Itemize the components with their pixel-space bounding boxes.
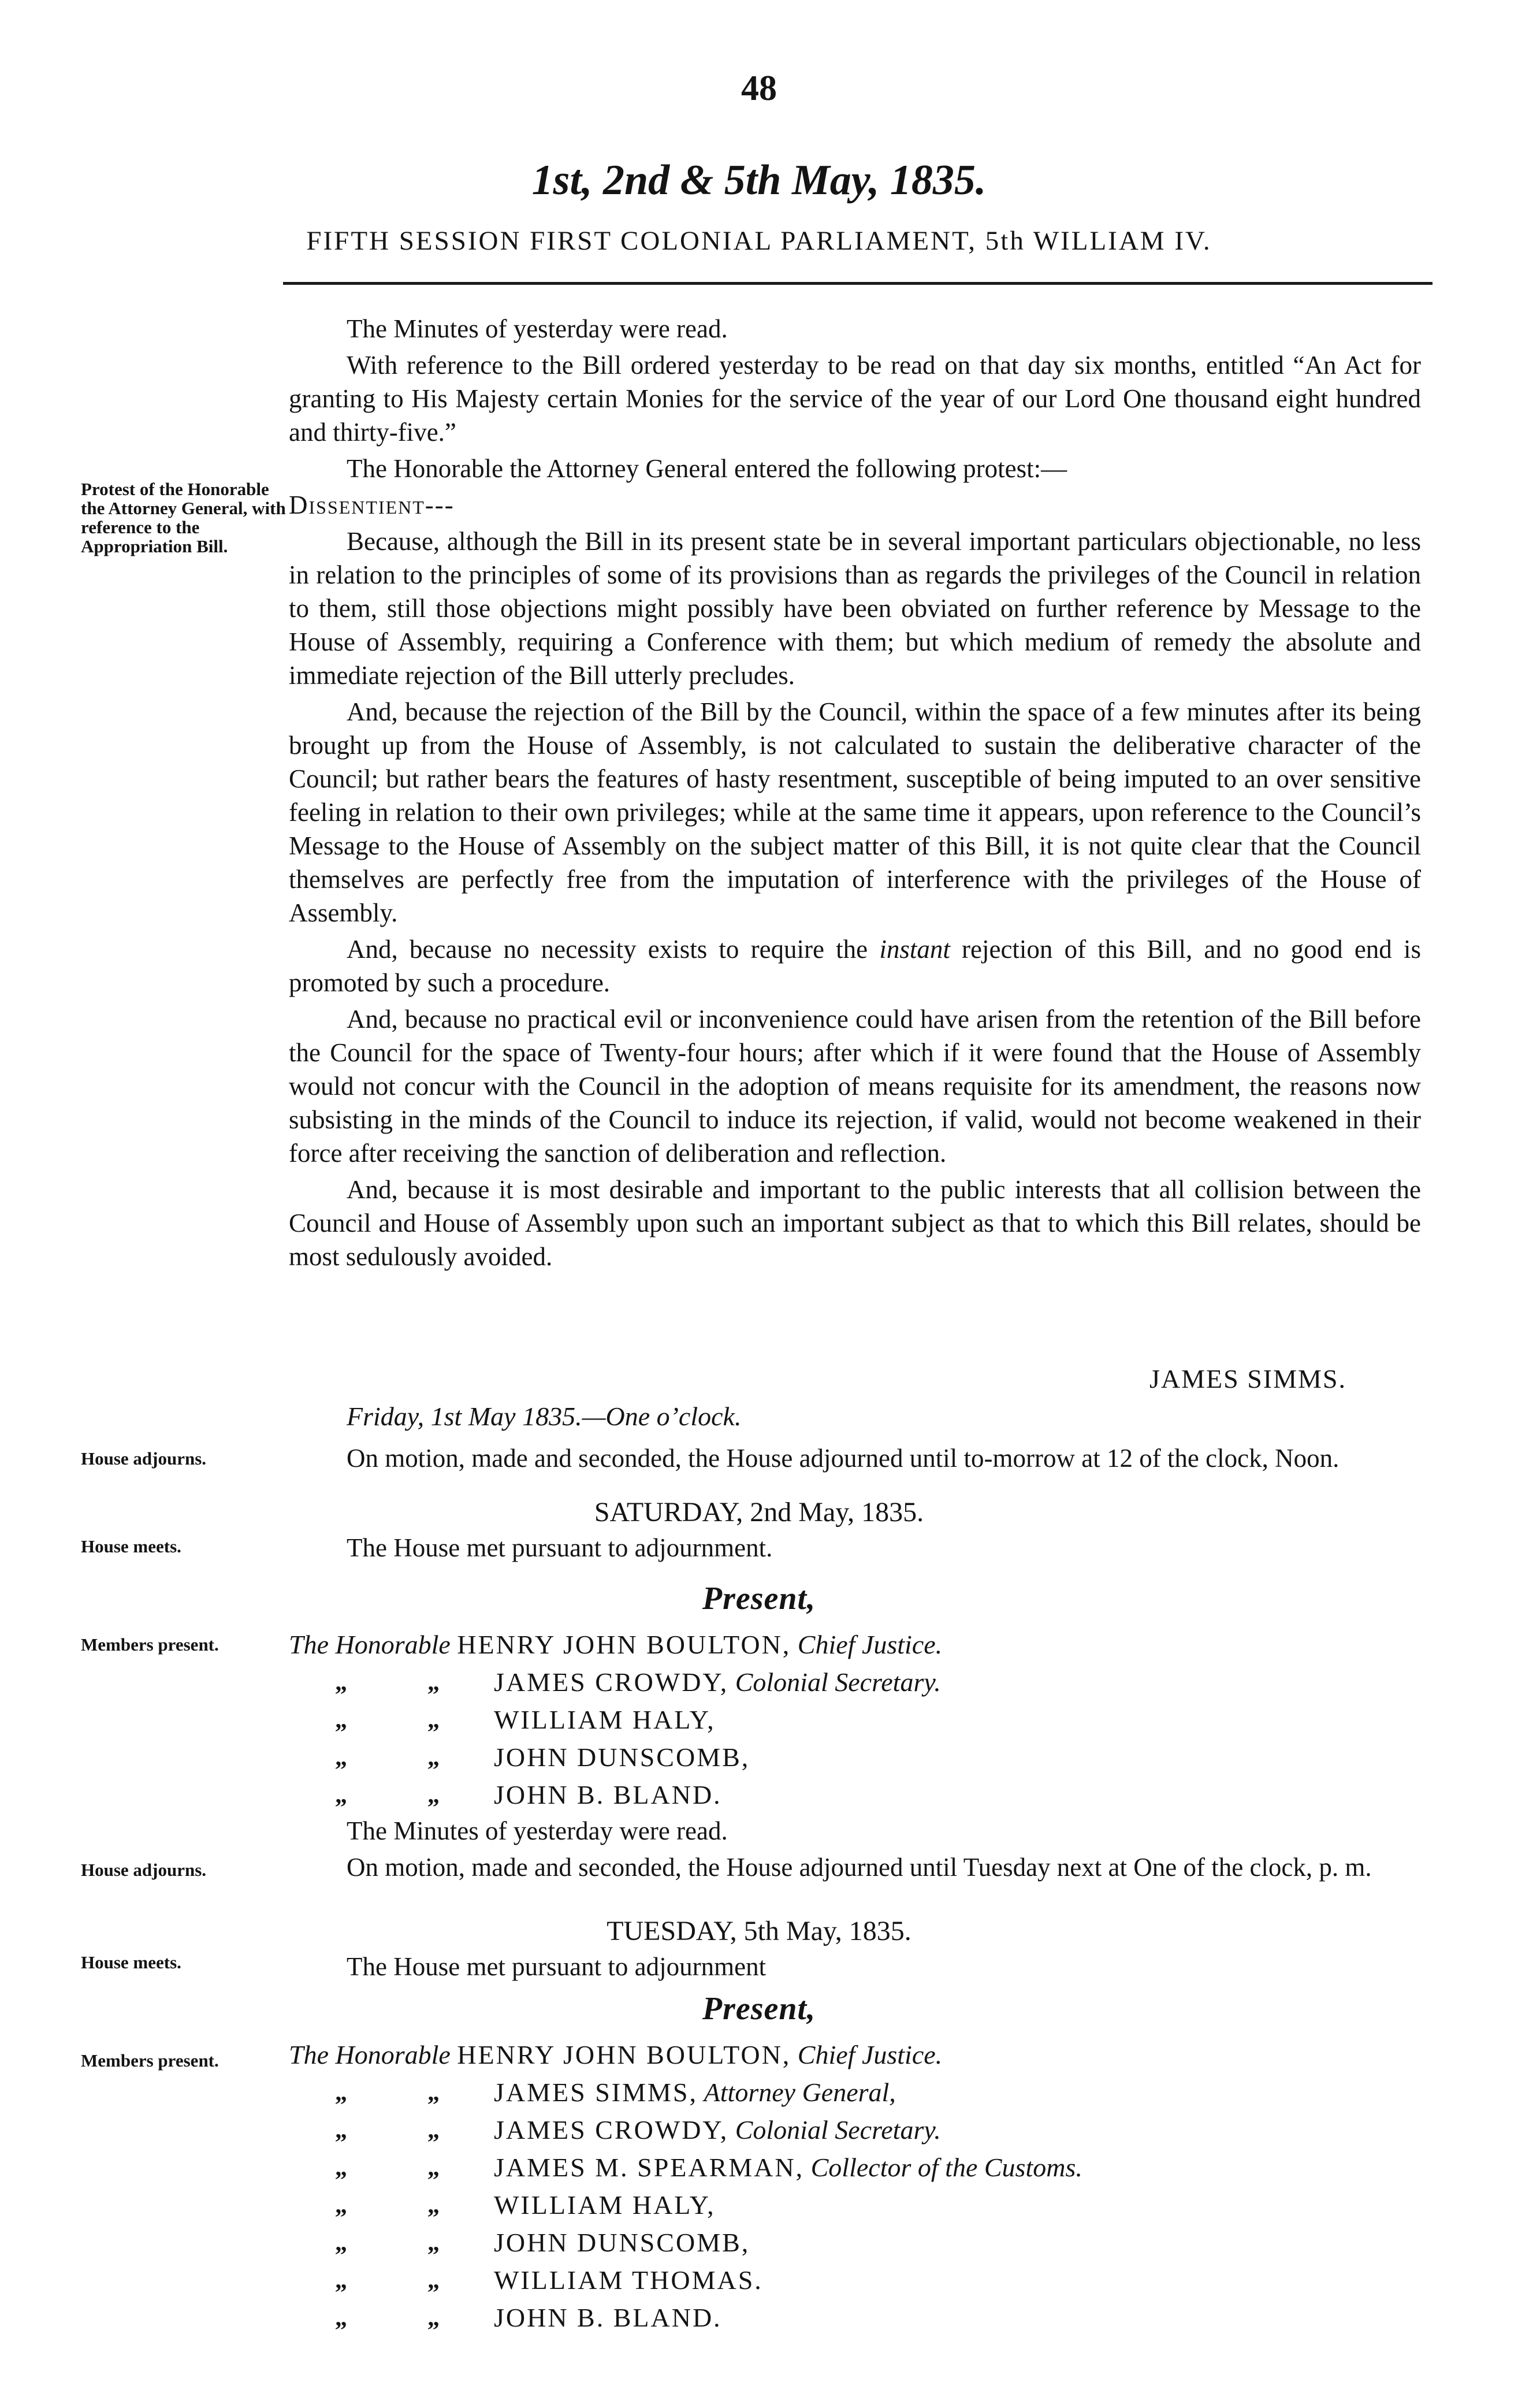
member-line: WILLIAM THOMAS. [494, 2265, 763, 2295]
member-line: JAMES M. SPEARMAN, Collector of the Customs. [494, 2153, 1082, 2182]
ditto-marks: „ „ [335, 2117, 440, 2143]
ditto-marks: „ „ [335, 1707, 440, 1733]
friday-time-line: Friday, 1st May 1835.—One o’clock. [347, 1402, 742, 1431]
sidenote-house-adjourns: House adjourns. [81, 1860, 207, 1880]
tuesday-heading: TUESDAY, 5th May, 1835. [607, 1916, 911, 1946]
house-met-paragraph: The House met pursuant to adjournment [347, 1952, 767, 1981]
adjournment-paragraph: On motion, made and seconded, the House adjourned until Tuesday next at One of the clock, p. m. [347, 1853, 1372, 1882]
protest-reason-4: And, because no practical evil or inconvenience could have arisen from the retention of the Bill before the Council for the space of Twenty-four hours; after which if it were found that the House of Assembly would not concur with the Council in the adoption of means requisite for its amendment, the reasons now subsisting in the minds of the Council to induce its rejection, if valid, would not become weakened in their force after receiving the sanction of deliberation and reflection. [289, 1005, 1421, 1168]
page-number: 48 [741, 69, 777, 108]
present-heading: Present, [702, 1991, 816, 2027]
member-line: JOHN DUNSCOMB, [494, 2228, 750, 2257]
ditto-marks: „ „ [335, 2079, 440, 2106]
member-line: JOHN B. BLAND. [494, 2303, 722, 2332]
member-line: WILLIAM HALY, [494, 1705, 716, 1734]
friday-proceedings [289, 312, 1421, 1276]
member-line: JAMES CROWDY, Colonial Secretary. [494, 2115, 941, 2145]
house-met-paragraph: The House met pursuant to adjournment. [347, 1533, 773, 1562]
present-heading: Present, [702, 1581, 816, 1617]
emphasis-instant: instant [879, 935, 950, 964]
saturday-closing [289, 1814, 1421, 1887]
protest-reason-3: And, because no necessity exists to require the instant rejection of this Bill, and no good end is promoted by such a procedure. [289, 935, 1421, 997]
sidenote-house-meets: House meets. [81, 1952, 181, 1972]
protest-signature: JAMES SIMMS. [1149, 1364, 1346, 1393]
adjournment-paragraph: On motion, made and seconded, the House adjourned until to-morrow at 12 of the clock, Noon. [347, 1444, 1340, 1473]
ditto-marks: „ „ [335, 2192, 440, 2219]
member-line: The Honorable HENRY JOHN BOULTON, Chief Justice. [289, 2040, 943, 2069]
protest-reason-2: And, because the rejection of the Bill by the Council, within the space of a few minutes after its being brought up from the House of Assembly, is not calculated to sustain the deliberative character of the Council; but rather bears the features of hasty resentment, susceptible of being imputed to an over sensitive feeling in relation to their own privileges; while at the same time it appears, upon reference to the Council’s Message to the House of Assembly on the subject matter of this Bill, it is not quite clear that the Council themselves are perfectly free from the imputation of interference with the privileges of the House of Assembly. [289, 697, 1421, 927]
ditto-marks: „ „ [335, 1669, 440, 1696]
tuesday-met [289, 1950, 1421, 1986]
header-rule [283, 282, 1433, 285]
sidenote-protest: Protest of the Honorable the Attorney General, with reference to the Appropriation Bill. [81, 479, 286, 556]
dissentient-heading: Dissentient--- [289, 490, 455, 519]
bill-reference-paragraph: With reference to the Bill ordered yesterday to be read on that day six months, entitled “An Act for granting to His Majesty certain Monies for the service of the year of our Lord One thousand eight hundred and thirty-five.” [289, 351, 1421, 447]
sidenote-members-present: Members present. [81, 1634, 219, 1655]
friday-adjournment [289, 1441, 1421, 1478]
ditto-marks: „ „ [335, 2305, 440, 2331]
protest-reason-5: And, because it is most desirable and important to the public interests that all collision between the Council and House of Assembly upon such an important subject as that to which this Bill relates, should be most sedulously avoided. [289, 1175, 1421, 1271]
ditto-marks: „ „ [335, 2154, 440, 2181]
ditto-marks: „ „ [335, 2229, 440, 2256]
date-line: 1st, 2nd & 5th May, 1835. [531, 157, 987, 204]
protest-intro-paragraph: The Honorable the Attorney General entered the following protest:— [347, 454, 1067, 483]
member-line: JOHN DUNSCOMB, [494, 1742, 750, 1772]
ditto-marks: „ „ [335, 1782, 440, 1808]
ditto-marks: „ „ [335, 1744, 440, 1771]
minutes-paragraph: The Minutes of yesterday were read. [347, 314, 728, 343]
protest-reason-1: Because, although the Bill in its present state be in several important particulars objectionable, no less in relation to the principles of some of its provisions than as regards the privileges of the Council in relation to them, still those objections might possibly have been obviated on further reference by Message to the House of Assembly, requiring a Conference with them; but which medium of remedy the absolute and immediate rejection of the Bill utterly precludes. [289, 527, 1421, 690]
minutes-paragraph: The Minutes of yesterday were read. [347, 1816, 728, 1845]
member-line: JOHN B. BLAND. [494, 1780, 722, 1809]
member-line: The Honorable HENRY JOHN BOULTON, Chief Justice. [289, 1630, 943, 1659]
ditto-marks: „ „ [335, 2267, 440, 2294]
member-line: JAMES CROWDY, Colonial Secretary. [494, 1667, 941, 1697]
sidenote-house-meets: House meets. [81, 1536, 181, 1556]
saturday-heading: SATURDAY, 2nd May, 1835. [594, 1497, 924, 1528]
saturday-met [289, 1531, 1421, 1567]
sidenote-members-present: Members present. [81, 2050, 219, 2071]
member-line: WILLIAM HALY, [494, 2190, 716, 2220]
session-line: FIFTH SESSION FIRST COLONIAL PARLIAMENT, 5th WILLIAM IV. [306, 226, 1212, 256]
member-line: JAMES SIMMS, Attorney General, [494, 2078, 896, 2107]
sidenote-house-adjourns: House adjourns. [81, 1448, 207, 1469]
